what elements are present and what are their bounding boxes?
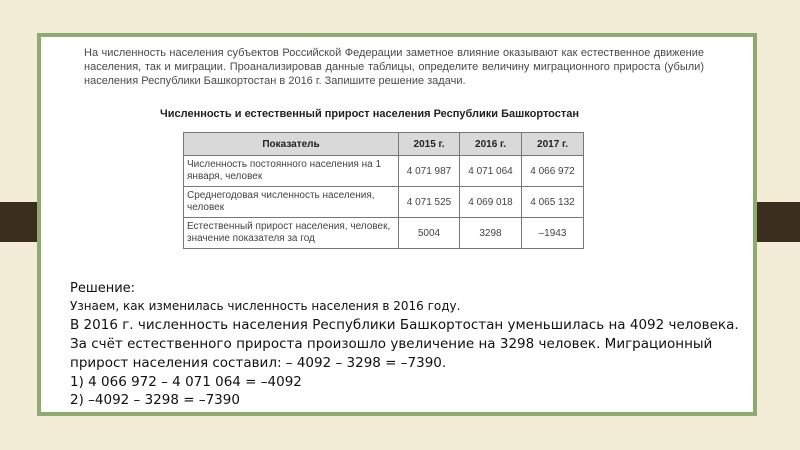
table-cell: 4 069 018 [460,187,522,218]
row-label: Среднегодовая численность населения, человек [184,187,399,218]
table-row [184,187,584,218]
table-cell: –1943 [522,218,584,249]
task-text: На численность населения субъектов Российской Федерации заметное влияние оказывают как естественное движение населения, так и миграции. Проанализировав данные таблицы, определите величину миграционного прироста (убыли) населения Республики Башкортостан в 2016 г. Запишите решение задачи. [84,47,704,87]
table-row [184,218,584,249]
header-indicator: Показатель [184,133,399,156]
solution-block [70,280,740,409]
table-cell: 3298 [460,218,522,249]
header-2015: 2015 г. [399,133,460,156]
table-cell: 4 071 987 [399,156,460,187]
table-cell: 4 066 972 [522,156,584,187]
table-cell: 4 071 525 [399,187,460,218]
data-table [183,132,584,249]
table-row [184,156,584,187]
table-cell: 5004 [399,218,460,249]
right-decor-bar [750,202,800,242]
header-2016: 2016 г. [460,133,522,156]
table-cell: 4 065 132 [522,187,584,218]
row-label: Численность постоянного населения на 1 января, человек [184,156,399,187]
table-title: Численность и естественный прирост населения Республики Башкортостан [160,108,580,120]
calculation-line-2: 2) –4092 – 3298 = –7390 [70,392,240,408]
header-2017: 2017 г. [522,133,584,156]
table-header-row [184,133,584,156]
solution-title: Решение: [70,281,136,296]
table-cell: 4 071 064 [460,156,522,187]
solution-body: В 2016 г. численность населения Республики Башкортостан уменьшилась на 4092 человека. За счёт естественного прироста произошло увеличение на 3298 человек. Миграционный прирост населения составил: – 4092 – 3298 = –7390. [70,317,739,371]
row-label: Естественный прирост населения, человек, значение показателя за год [184,218,399,249]
calculation-line-1: 1) 4 066 972 – 4 071 064 = –4092 [70,374,302,390]
solution-step: Узнаем, как изменилась численность населения в 2016 году. [70,299,461,313]
